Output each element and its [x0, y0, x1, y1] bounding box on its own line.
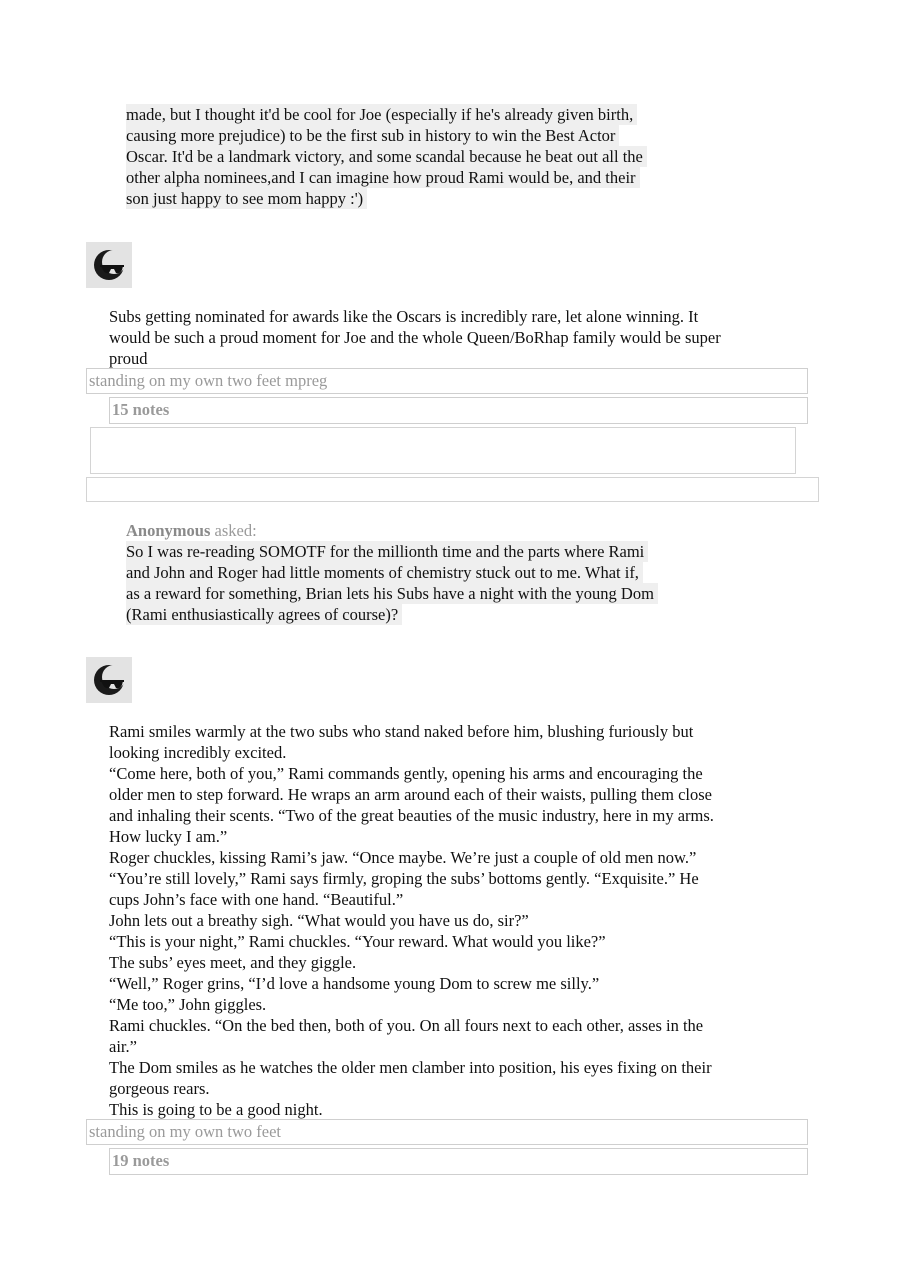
answer-line: gorgeous rears. [109, 1079, 210, 1098]
answer-line: “Me too,” John giggles. [109, 995, 267, 1014]
sunglasses-moon-avatar-icon [89, 660, 129, 700]
post2-answer [109, 721, 809, 1120]
answer-line: air.” [109, 1037, 137, 1056]
question-line: as a reward for something, Brian lets his Subs have a night with the young Dom [126, 583, 658, 604]
answer-line: “You’re still lovely,” Rami says firmly, groping the subs’ bottoms gently. “Exquisite.” He [109, 869, 699, 888]
answer-line: and inhaling their scents. “Two of the great beauties of the music industry, here in my arms. [109, 806, 714, 825]
post1-footer-box [90, 427, 796, 474]
answer-line: “Come here, both of you,” Rami commands gently, opening his arms and encouraging the [109, 764, 703, 783]
post2-notes[interactable]: 19 notes [109, 1148, 808, 1175]
question-line: (Rami enthusiastically agrees of course)? [126, 604, 402, 625]
answer-line: proud [109, 349, 148, 368]
question-line: made, but I thought it'd be cool for Joe (especially if he's already given birth, [126, 104, 637, 125]
asker-line [126, 520, 257, 541]
answer-line: Rami chuckles. “On the bed then, both of you. On all fours next to each other, asses in the [109, 1016, 704, 1035]
answer-line: “This is your night,” Rami chuckles. “Your reward. What would you like?” [109, 932, 606, 951]
answer-line: The Dom smiles as he watches the older men clamber into position, his eyes fixing on their [109, 1058, 712, 1077]
question-line: causing more prejudice) to be the first sub in history to win the Best Actor [126, 125, 619, 146]
post-separator-box [86, 477, 819, 502]
question-line: son just happy to see mom happy :') [126, 188, 367, 209]
question-line: other alpha nominees,and I can imagine how proud Rami would be, and their [126, 167, 640, 188]
answer-line: John lets out a breathy sigh. “What would you have us do, sir?” [109, 911, 529, 930]
sunglasses-moon-avatar-icon [89, 245, 129, 285]
answer-line: older men to step forward. He wraps an arm around each of their waists, pulling them close [109, 785, 712, 804]
post1-notes[interactable]: 15 notes [109, 397, 808, 424]
answer-line: Roger chuckles, kissing Rami’s jaw. “Once maybe. We’re just a couple of old men now.” [109, 848, 697, 867]
answer-line: would be such a proud moment for Joe and the whole Queen/BoRhap family would be super [109, 328, 721, 347]
question-line: So I was re-reading SOMOTF for the millionth time and the parts where Rami [126, 541, 648, 562]
answer-line: This is going to be a good night. [109, 1100, 323, 1119]
answer-line: looking incredibly excited. [109, 743, 287, 762]
post1-tags[interactable]: standing on my own two feet mpreg [86, 368, 808, 394]
post2-tags[interactable]: standing on my own two feet [86, 1119, 808, 1145]
asker-name[interactable]: Anonymous [126, 521, 211, 540]
post1-answer [109, 306, 809, 369]
post2-question [126, 541, 746, 625]
avatar[interactable] [86, 242, 132, 288]
asker-verb: asked: [214, 521, 257, 540]
answer-line: Rami smiles warmly at the two subs who stand naked before him, blushing furiously but [109, 722, 694, 741]
answer-line: “Well,” Roger grins, “I’d love a handsome young Dom to screw me silly.” [109, 974, 600, 993]
avatar[interactable] [86, 657, 132, 703]
post1-question [126, 104, 726, 209]
question-line: Oscar. It'd be a landmark victory, and some scandal because he beat out all the [126, 146, 647, 167]
answer-line: Subs getting nominated for awards like the Oscars is incredibly rare, let alone winning. It [109, 307, 699, 326]
answer-line: cups John’s face with one hand. “Beautiful.” [109, 890, 404, 909]
answer-line: The subs’ eyes meet, and they giggle. [109, 953, 357, 972]
answer-line: How lucky I am.” [109, 827, 228, 846]
question-line: and John and Roger had little moments of chemistry stuck out to me. What if, [126, 562, 643, 583]
